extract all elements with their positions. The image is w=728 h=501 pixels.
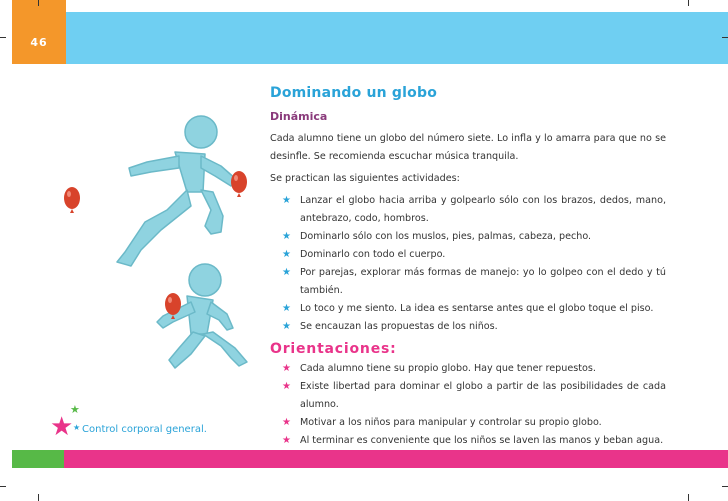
- list-item: ★ Dominarlo sólo con los muslos, pies, palmas, cabeza, pecho.: [270, 228, 666, 246]
- crop-mark: [722, 37, 728, 38]
- figure-upper: [117, 116, 237, 266]
- crop-mark: [38, 494, 39, 501]
- crop-mark: [38, 0, 39, 6]
- crop-mark: [0, 486, 6, 487]
- balloons: [64, 171, 247, 319]
- page-number: 46: [30, 36, 48, 49]
- orientations-heading: Orientaciones:: [270, 341, 397, 357]
- intro-paragraph: Cada alumno tiene un globo del número siete. Lo infla y lo amarra para que no se desinfle. Se recomienda escuchar música tranquila.: [270, 133, 666, 162]
- list-item: ★ Motivar a los niños para manipular y controlar su propio globo.: [270, 414, 666, 432]
- blue-star-bullet-icon: ★: [282, 321, 291, 332]
- pink-star-bullet-icon: ★: [282, 417, 291, 428]
- balloon-right: [231, 171, 247, 197]
- list-item: ★ Por parejas, explorar más formas de manejo: yo lo golpeo con el dedo y tú también.: [270, 264, 666, 300]
- list-item: ★ Lanzar el globo hacia arriba y golpearlo sólo con los brazos, dedos, mano, antebrazo, codo, hombros.: [270, 192, 666, 228]
- side-note: Control corporal general.: [82, 424, 207, 435]
- blue-star-bullet-icon: ★: [282, 267, 291, 278]
- blue-star-bullet-icon: ★: [282, 195, 291, 206]
- list-item: ★ Dominarlo con todo el cuerpo.: [270, 246, 666, 264]
- list-item: ★ Cada alumno tiene su propio globo. Hay que tener repuestos.: [270, 360, 666, 378]
- balloon-left: [64, 187, 80, 213]
- dynamic-heading: Dinámica: [270, 110, 328, 123]
- children-with-balloons-illustration: [55, 110, 255, 380]
- blue-star-bullet-icon: ★: [282, 249, 291, 260]
- pink-star-bullet-icon: ★: [282, 363, 291, 374]
- crop-mark: [688, 0, 689, 6]
- activities-intro: Se practican las siguientes actividades:: [270, 173, 460, 184]
- crop-mark: [688, 494, 689, 501]
- green-star-icon: ★: [70, 403, 80, 416]
- orientations-list: [270, 360, 666, 450]
- article-title: Dominando un globo: [270, 85, 438, 101]
- header-band: [12, 12, 728, 64]
- list-item: ★ Al terminar es conveniente que los niños se laven las manos y beban agua.: [270, 432, 666, 450]
- list-item: ★ Existe libertad para dominar el globo a partir de las posibilidades de cada alumno.: [270, 378, 666, 414]
- figure-lower: [157, 264, 247, 368]
- blue-star-bullet-icon: ★: [282, 303, 291, 314]
- footer-accent: [12, 450, 64, 468]
- blue-star-bullet-icon: ★: [282, 231, 291, 242]
- pink-star-bullet-icon: ★: [282, 381, 291, 392]
- activities-list: [270, 192, 666, 336]
- pink-star-bullet-icon: ★: [282, 435, 291, 446]
- list-item: ★ Se encauzan las propuestas de los niños.: [270, 318, 666, 336]
- crop-mark: [0, 37, 6, 38]
- footer-band: [12, 450, 728, 468]
- pink-star-icon: ★: [50, 412, 74, 442]
- page-number-tab: [12, 0, 66, 64]
- crop-mark: [722, 486, 728, 487]
- main-content: [270, 84, 666, 452]
- blue-star-icon: ★: [73, 423, 81, 432]
- list-item: ★ Lo toco y me siento. La idea es sentarse antes que el globo toque el piso.: [270, 300, 666, 318]
